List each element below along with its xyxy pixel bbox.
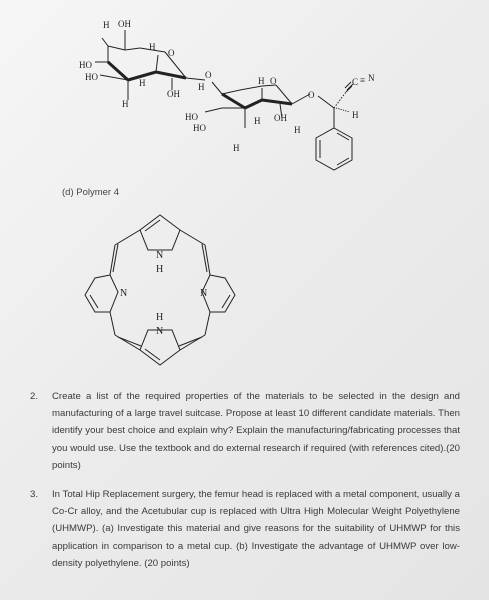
chem-label: H: [254, 116, 261, 126]
figure-caption: (d) Polymer 4: [62, 187, 120, 198]
chem-label: HO: [79, 60, 92, 70]
chem-label: H: [198, 82, 205, 92]
chem-label: O: [270, 76, 277, 86]
chem-label: H: [156, 312, 164, 323]
chem-label: OH: [167, 89, 180, 99]
chem-label: ≡: [360, 75, 366, 85]
question-text: In Total Hip Replacement surgery, the femur head is replaced with a metal component, usually a Co-Cr alloy, and the Acetubular cup is replaced with Ultra High Molecular Weight Polyethylene (UHMWP). (a) Investigate this material and give reasons for the suitability of UHMWP for this application in comparison to a metal cup. (b) Investigate the advantage of UHMWP over low-density polyethylene. (20 points): [52, 489, 460, 569]
porphyrin-structure: [0, 200, 489, 380]
chem-label: N: [368, 73, 375, 83]
chem-label: H: [352, 110, 359, 120]
chem-label: N: [156, 250, 164, 261]
chem-label: H: [156, 264, 164, 275]
question-3: [30, 486, 460, 572]
chem-label: N: [120, 288, 128, 299]
question-number: 2.: [30, 391, 39, 402]
chem-label: OH: [118, 19, 131, 29]
chem-label: HO: [193, 123, 206, 133]
chem-label: N: [156, 326, 164, 337]
chem-label: H: [103, 20, 110, 30]
chem-label: O: [308, 90, 315, 100]
chem-label: C: [352, 77, 359, 87]
chem-label: H: [258, 76, 265, 86]
chem-label: H: [294, 125, 301, 135]
chem-label: N: [200, 288, 208, 299]
question-2: [30, 388, 460, 474]
chem-label: HO: [85, 72, 98, 82]
chem-label: HO: [185, 112, 198, 122]
chem-label: H: [122, 99, 129, 109]
chem-label: H: [233, 143, 240, 153]
chem-label: H: [139, 78, 146, 88]
chem-label: O: [205, 70, 212, 80]
question-number: 3.: [30, 489, 39, 500]
question-text: Create a list of the required properties of the materials to be selected in the design and manufacturing of a large travel suitcase. Propose at least 10 different candidate materials. Then identify your best choice and explain why? Explain the manufacturing/fabricating processes that you would use. Use the textbook and do external research if required (with references cited).(20 points): [52, 391, 460, 471]
chem-label: H: [149, 42, 156, 52]
polymer-3-structure: [0, 0, 489, 190]
chem-label: O: [168, 48, 175, 58]
chem-label: OH: [274, 113, 287, 123]
